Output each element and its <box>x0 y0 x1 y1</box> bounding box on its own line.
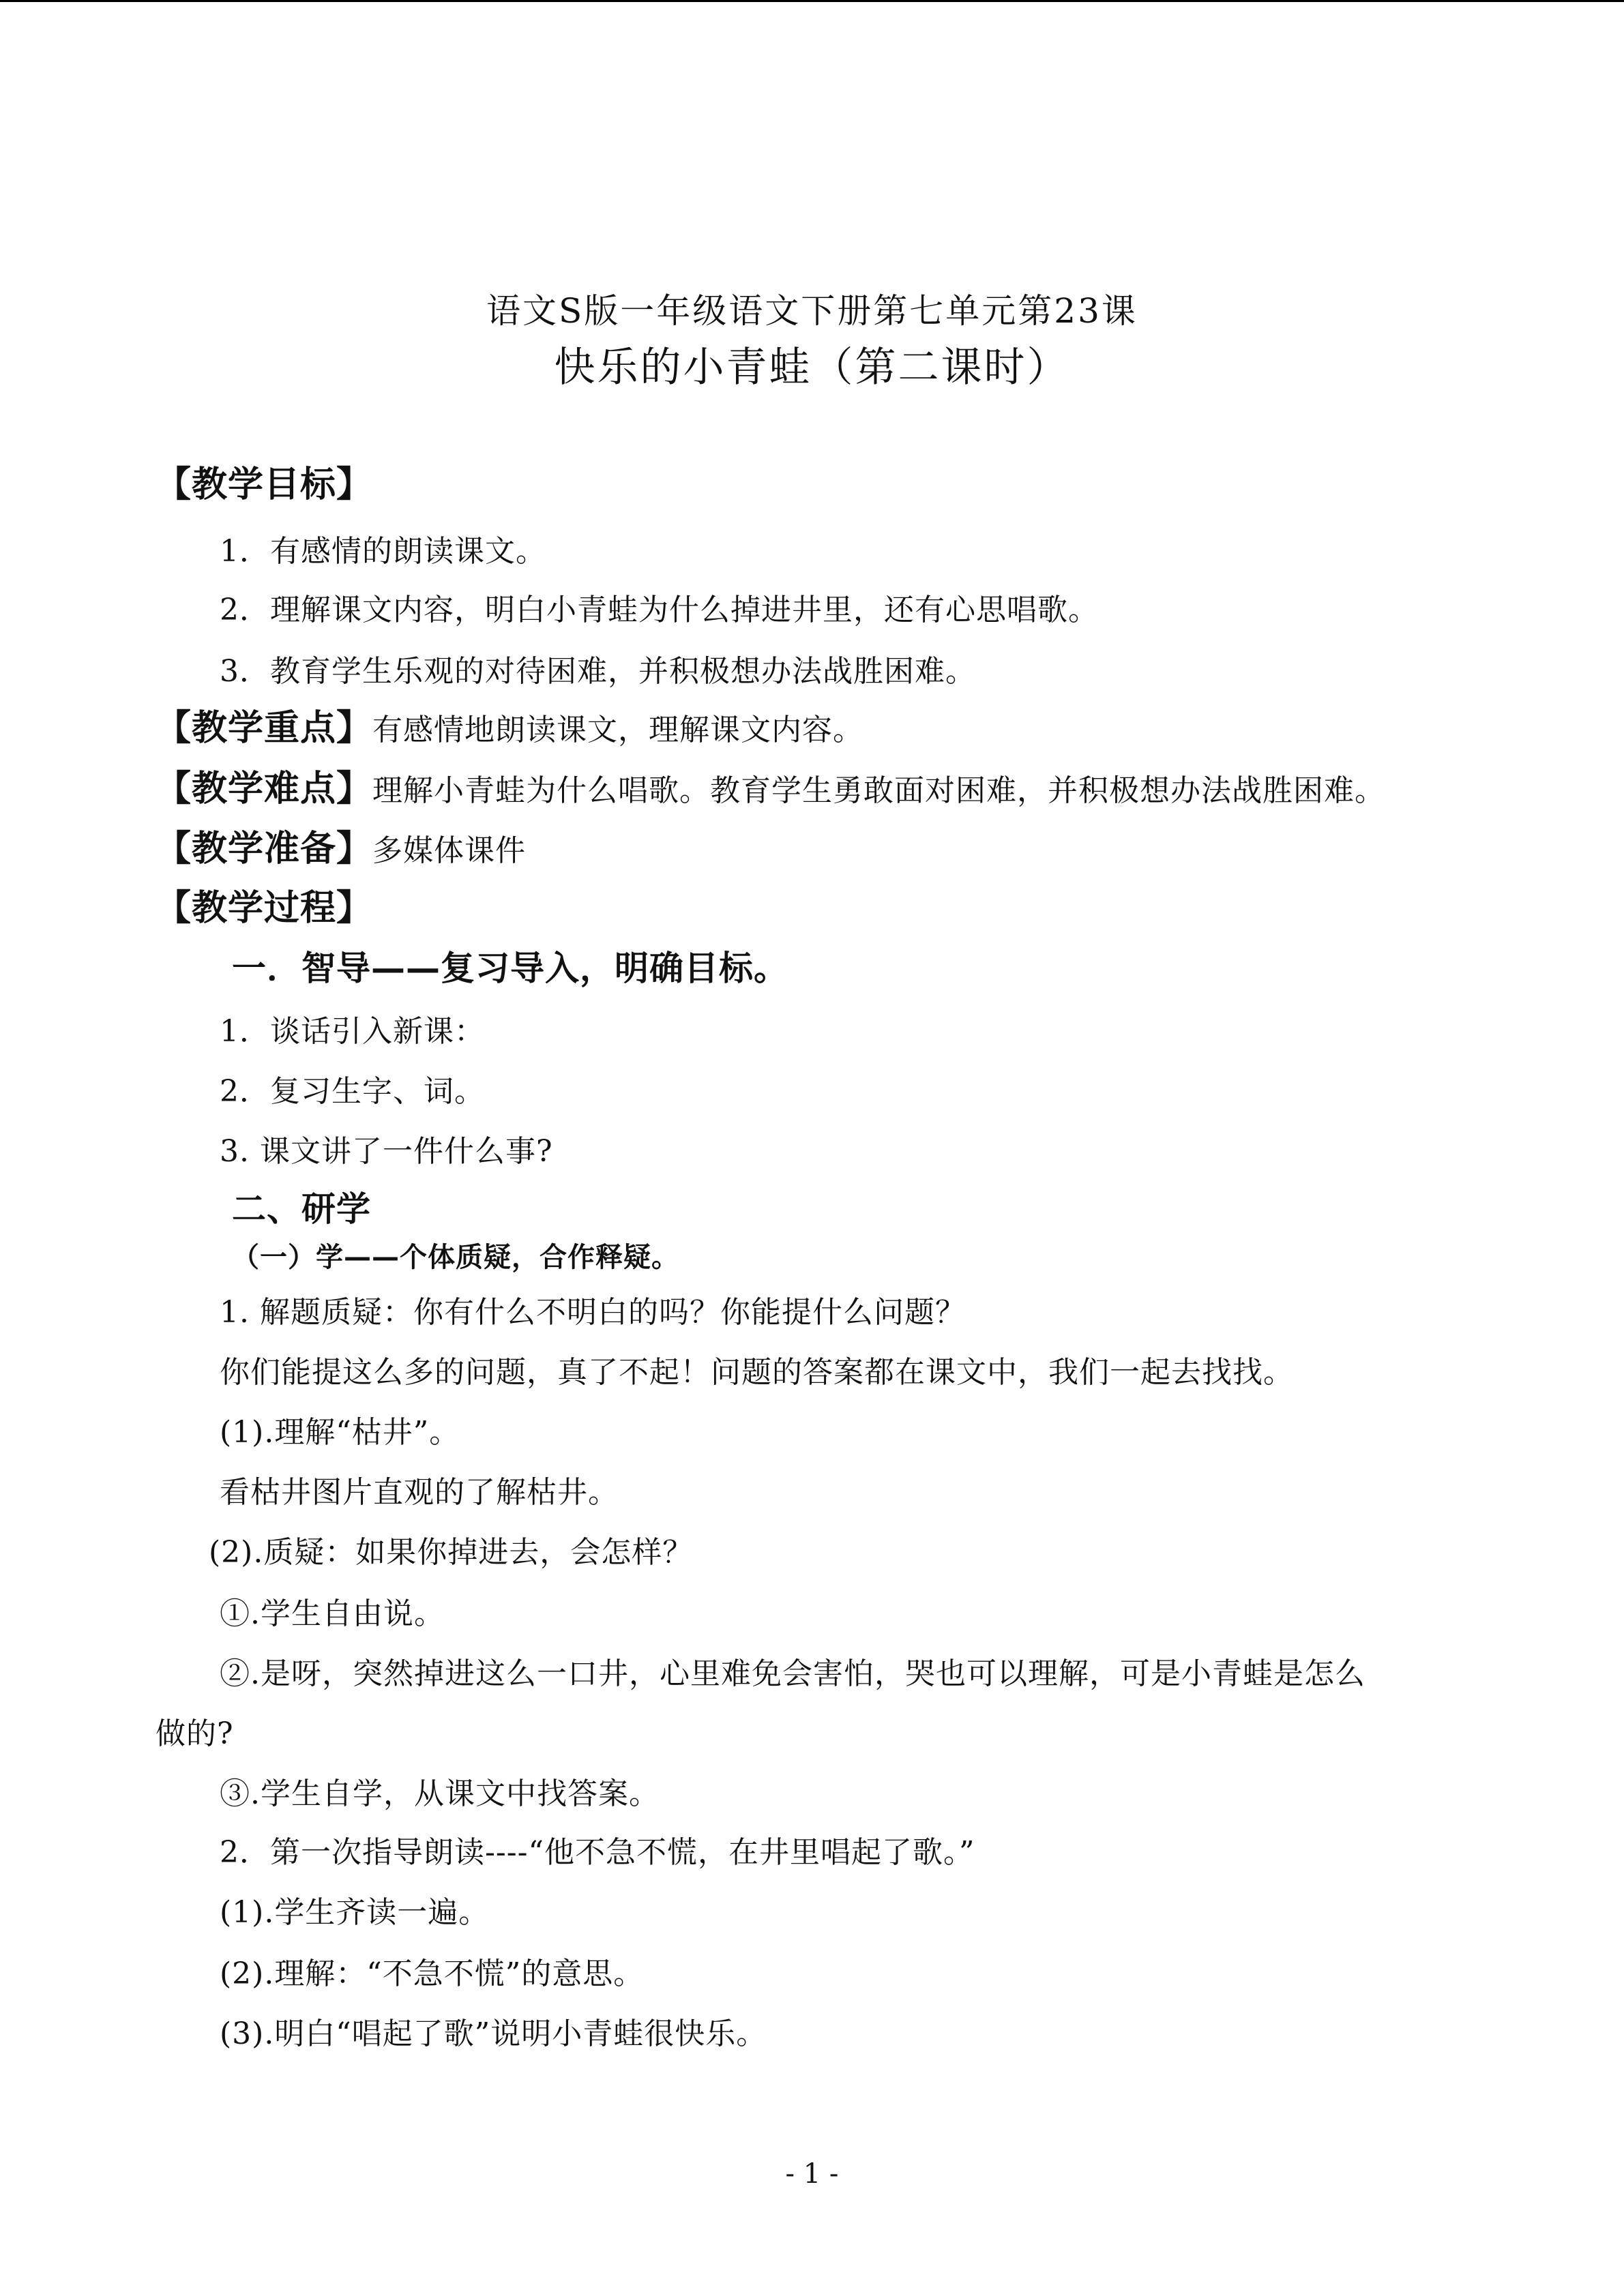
part2-line-12: (2).理解：“不急不慌”的意思。 <box>220 1956 645 1991</box>
goals-heading <box>156 466 372 504</box>
page-number: - 1 - <box>785 2158 839 2190</box>
part2-subheading: （一）学——个体质疑，合作释疑。 <box>232 1242 679 1273</box>
part2-line-1: 1. 解题质疑：你有什么不明白的吗？你能提什么问题？ <box>220 1295 966 1330</box>
process-heading <box>156 889 372 927</box>
document-title-line1: 语文S版一年级语文下册第七单元第23课 <box>486 291 1138 331</box>
goal-item-1: 1．有感情的朗读课文。 <box>220 534 546 569</box>
part2-line-13: (3).明白“唱起了歌”说明小青蛙很快乐。 <box>220 2016 767 2051</box>
focus-text: 有感情地朗读课文，理解课文内容。 <box>372 713 864 747</box>
part2-line-7: ②.是呀，突然掉进这么一口井，心里难免会害怕，哭也可以理解，可是小青蛙是怎么 <box>220 1656 1365 1691</box>
part2-line-2: 你们能提这么多的问题，真了不起！问题的答案都在课文中，我们一起去找找。 <box>220 1355 1294 1390</box>
part2-line-10: 2．第一次指导朗读----“他不急不慌，在井里唱起了歌。” <box>220 1835 975 1870</box>
part2-line-8: 做的? <box>156 1716 234 1751</box>
part2-line-9: ③.学生自学，从课文中找答案。 <box>220 1776 660 1811</box>
process-label: 【教学过程】 <box>156 888 373 929</box>
focus-row <box>156 709 863 749</box>
document-title-line2: 快乐的小青蛙（第二课时） <box>554 344 1070 391</box>
part2-line-4: 看枯井图片直观的了解枯井。 <box>220 1475 619 1510</box>
part1-heading: 一．智导——复习导入，明确目标。 <box>232 949 788 988</box>
difficulty-row <box>156 770 1385 810</box>
part1-item-1: 1．谈话引入新课： <box>220 1014 485 1049</box>
difficulty-label: 【教学难点】 <box>156 769 373 809</box>
goal-item-3: 3．教育学生乐观的对待困难，并积极想办法战胜困难。 <box>220 654 976 689</box>
prep-row <box>156 830 526 870</box>
prep-text: 多媒体课件 <box>372 833 527 868</box>
part2-line-5: (2).质疑：如果你掉进去，会怎样？ <box>209 1535 694 1570</box>
part1-item-3: 3. 课文讲了一件什么事? <box>220 1134 553 1169</box>
difficulty-text: 理解小青蛙为什么唱歌。教育学生勇敢面对困难，并积极想办法战胜困难。 <box>372 773 1386 808</box>
goals-label: 【教学目标】 <box>156 464 373 505</box>
part1-item-2: 2．复习生字、词。 <box>220 1074 485 1109</box>
part2-line-11: (1).学生齐读一遍。 <box>220 1895 490 1930</box>
goal-item-2: 2．理解课文内容，明白小青蛙为什么掉进井里，还有心思唱歌。 <box>220 593 1099 627</box>
focus-label: 【教学重点】 <box>156 708 373 749</box>
prep-label: 【教学准备】 <box>156 829 373 869</box>
part2-line-6: ①.学生自由说。 <box>220 1596 445 1631</box>
part2-heading: 二、研学 <box>232 1189 371 1229</box>
part2-line-3: (1).理解“枯井”。 <box>220 1415 460 1450</box>
